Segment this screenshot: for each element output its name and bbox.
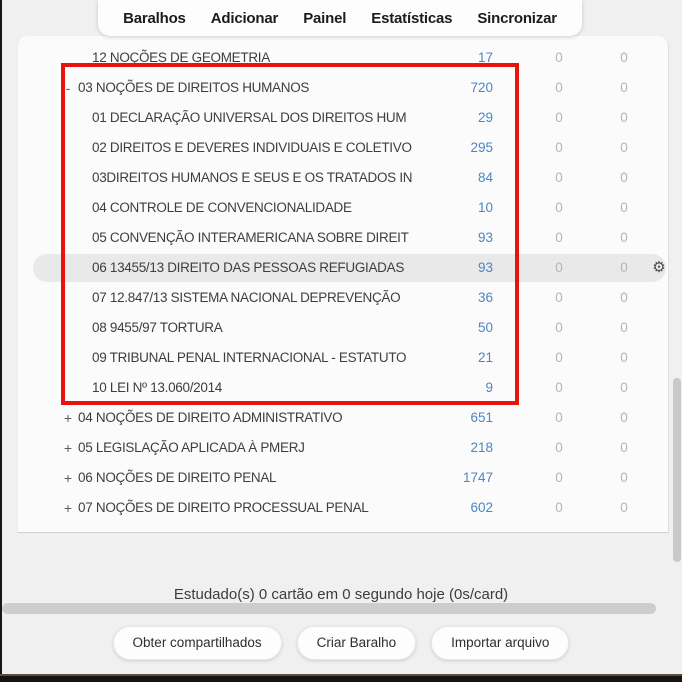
deck-name-link[interactable]: 05 CONVENÇÃO INTERAMERICANA SOBRE DIREIT: [92, 230, 409, 245]
deck-name-link[interactable]: 02 DIREITOS E DEVERES INDIVIDUAIS E COLETIVO: [92, 140, 412, 155]
deck-new-count: 0: [620, 170, 628, 185]
deck-row[interactable]: [18, 313, 668, 343]
deck-row[interactable]: [18, 193, 668, 223]
deck-rows-container: [18, 43, 668, 523]
deck-due-count: 93: [477, 260, 493, 275]
expand-icon[interactable]: +: [63, 410, 73, 426]
import-file-button[interactable]: Importar arquivo: [431, 626, 569, 660]
deck-review-count: 0: [555, 380, 563, 395]
window-left-edge: [0, 0, 2, 682]
deck-name-link[interactable]: 01 DECLARAÇÃO UNIVERSAL DOS DIREITOS HUM: [92, 110, 407, 125]
deck-due-count: 84: [477, 170, 493, 185]
deck-name-link[interactable]: 06 13455/13 DIREITO DAS PESSOAS REFUGIADAS: [92, 260, 405, 275]
deck-review-count: 0: [555, 260, 563, 275]
deck-list-card: [17, 36, 669, 533]
deck-review-count: 0: [555, 440, 563, 455]
deck-due-count: 50: [477, 320, 493, 335]
deck-due-count: 720: [470, 80, 493, 95]
deck-row[interactable]: [18, 403, 668, 433]
deck-row[interactable]: [18, 163, 668, 193]
deck-new-count: 0: [620, 380, 628, 395]
deck-row[interactable]: [18, 493, 668, 523]
deck-new-count: 0: [620, 80, 628, 95]
deck-name-link[interactable]: 04 CONTROLE DE CONVENCIONALIDADE: [92, 200, 352, 215]
expand-icon[interactable]: +: [63, 500, 73, 516]
study-summary-text: Estudado(s) 0 cartão em 0 segundo hoje (0s/card): [173, 586, 509, 603]
deck-review-count: 0: [555, 140, 563, 155]
deck-name-link[interactable]: 04 NOÇÕES DE DIREITO ADMINISTRATIVO: [78, 410, 343, 425]
deck-review-count: 0: [555, 410, 563, 425]
deck-review-count: 0: [555, 110, 563, 125]
deck-row[interactable]: [18, 103, 668, 133]
deck-row[interactable]: [18, 343, 668, 373]
vertical-scrollbar-thumb[interactable]: [673, 378, 681, 562]
deck-row[interactable]: [18, 253, 668, 283]
deck-name-link[interactable]: 03 NOÇÕES DE DIREITOS HUMANOS: [78, 80, 310, 95]
deck-review-count: 0: [555, 320, 563, 335]
deck-review-count: 0: [555, 80, 563, 95]
deck-row[interactable]: [18, 73, 668, 103]
deck-new-count: 0: [620, 230, 628, 245]
deck-new-count: 0: [620, 290, 628, 305]
expand-icon[interactable]: +: [63, 440, 73, 456]
deck-due-count: 36: [477, 290, 493, 305]
deck-new-count: 0: [620, 50, 628, 65]
deck-new-count: 0: [620, 500, 628, 515]
deck-due-count: 1747: [462, 470, 493, 485]
expand-icon[interactable]: +: [63, 470, 73, 486]
deck-name-link[interactable]: 03DIREITOS HUMANOS E SEUS E OS TRATADOS IN: [92, 170, 413, 185]
deck-due-count: 295: [470, 140, 493, 155]
deck-new-count: 0: [620, 260, 628, 275]
deck-review-count: 0: [555, 350, 563, 365]
deck-due-count: 602: [470, 500, 493, 515]
deck-row[interactable]: [18, 433, 668, 463]
deck-new-count: 0: [620, 440, 628, 455]
deck-new-count: 0: [620, 470, 628, 485]
bottom-button-row: [0, 626, 682, 660]
deck-due-count: 29: [477, 110, 493, 125]
deck-row[interactable]: [18, 133, 668, 163]
tab-adicionar[interactable]: Adicionar: [210, 9, 279, 27]
deck-name-link[interactable]: 08 9455/97 TORTURA: [92, 320, 223, 335]
deck-name-link[interactable]: 12 NOÇÕES DE GEOMETRIA: [92, 50, 270, 65]
tab-estatisticas[interactable]: Estatísticas: [371, 9, 453, 27]
tab-baralhos[interactable]: Baralhos: [123, 9, 186, 27]
tab-sincronizar[interactable]: Sincronizar: [477, 9, 557, 27]
deck-review-count: 0: [555, 230, 563, 245]
deck-new-count: 0: [620, 410, 628, 425]
create-deck-button[interactable]: Criar Baralho: [297, 626, 417, 660]
deck-review-count: 0: [555, 500, 563, 515]
collapse-icon[interactable]: -: [65, 80, 71, 96]
get-shared-decks-button[interactable]: Obter compartilhados: [113, 626, 282, 660]
deck-review-count: 0: [555, 200, 563, 215]
deck-name-link[interactable]: 05 LEGISLAÇÃO APLICADA À PMERJ: [78, 440, 305, 455]
deck-name-link[interactable]: 07 12.847/13 SISTEMA NACIONAL DEPREVENÇÃO: [92, 290, 401, 305]
deck-row[interactable]: [18, 373, 668, 403]
deck-due-count: 21: [477, 350, 493, 365]
deck-due-count: 10: [477, 200, 493, 215]
gear-icon[interactable]: ⚙: [652, 259, 666, 276]
deck-due-count: 218: [470, 440, 493, 455]
deck-new-count: 0: [620, 200, 628, 215]
deck-new-count: 0: [620, 110, 628, 125]
deck-review-count: 0: [555, 170, 563, 185]
top-toolbar: [98, 0, 582, 36]
deck-name-link[interactable]: 06 NOÇÕES DE DIREITO PENAL: [78, 470, 277, 485]
deck-due-count: 93: [477, 230, 493, 245]
deck-review-count: 0: [555, 50, 563, 65]
deck-name-link[interactable]: 10 LEI Nº 13.060/2014: [92, 380, 222, 395]
deck-row[interactable]: [18, 463, 668, 493]
deck-row[interactable]: [18, 283, 668, 313]
deck-name-link[interactable]: 09 TRIBUNAL PENAL INTERNACIONAL - ESTATUTO: [92, 350, 407, 365]
tab-painel[interactable]: Painel: [303, 9, 347, 27]
horizontal-scrollbar[interactable]: [2, 603, 656, 614]
deck-new-count: 0: [620, 140, 628, 155]
deck-review-count: 0: [555, 290, 563, 305]
deck-due-count: 9: [485, 380, 493, 395]
deck-name-link[interactable]: 07 NOÇÕES DE DIREITO PROCESSUAL PENAL: [78, 500, 369, 515]
deck-row[interactable]: [18, 43, 668, 73]
deck-new-count: 0: [620, 350, 628, 365]
window-bottom-edge: [0, 674, 682, 682]
deck-review-count: 0: [555, 470, 563, 485]
deck-due-count: 17: [477, 50, 493, 65]
deck-new-count: 0: [620, 320, 628, 335]
deck-row[interactable]: [18, 223, 668, 253]
deck-due-count: 651: [470, 410, 493, 425]
